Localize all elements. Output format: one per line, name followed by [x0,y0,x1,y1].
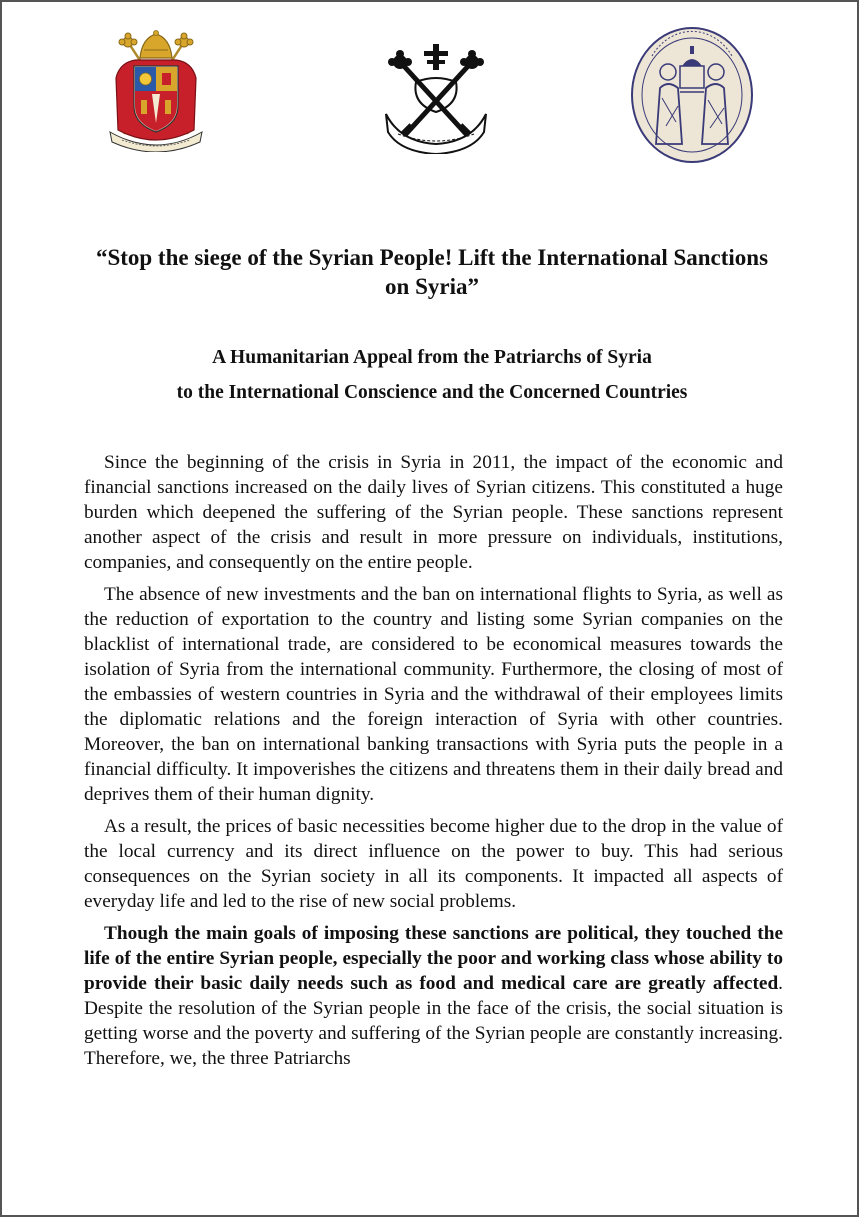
subtitle-line-1: A Humanitarian Appeal from the Patriarchs of Syria [212,347,652,368]
paragraph: As a result, the prices of basic necessities become higher due to the drop in the value of the local currency and its direct influence on the power to buy. This had serious consequences on the Syrian society in all its components. It impacted all aspects of everyday life and led to the rise of new social problems. [84,816,783,912]
bold-emphasis: Though the main goals of imposing these sanctions are political, they touched the life of the entire Syrian people, especially the poor and working class whose ability to provide their basic daily needs such as food and medical care are greatly affected [84,923,783,994]
paragraph: Since the beginning of the crisis in Syria in 2011, the impact of the economic and financial sanctions increased on the daily lives of Syrian citizens. This constituted a huge burden which deepened the suffering of the Syrian people. These sanctions represent another aspect of the crisis and result in more pressure on individuals, institutions, companies, and consequently on the entire people. [84,452,783,573]
document-title: “Stop the siege of the Syrian People! Lift the International Sanctions on Syria” [95,245,769,299]
subtitle-line-2: to the International Conscience and the Concerned Countries [176,382,688,403]
paragraph: The absence of new investments and the ban on international flights to Syria, as well as the reduction of exportation to the country and listing some Syrian companies on the blacklist of international trade, are considered to be economical measures towards the isolation of Syria from the international community. Furthermore, the closing of most of the embassies of western countries in Syria and the withdrawal of their employees limits the diplomatic relations and the foreign interaction of Syria with other countries. Moreover, the ban on international banking transactions with Syria puts the people in a financial difficulty. It impoverishes the citizens and threatens them in their daily bread and deprives them of their human dignity. [84,584,783,805]
crossed-keys-logo [380,42,492,154]
apostles-seal-logo [630,26,754,164]
coat-of-arms-logo [106,28,206,152]
paragraph: Though the main goals of imposing these sanctions are political, they touched the life of the entire Syrian people, especially the poor and working class whose ability to provide their basic daily needs such as food and medical care are greatly affected. Despite the resolution of the Syrian people in the face of the crisis, the social situation is getting worse and the poverty and suffering of the Syrian people are constantly increasing. Therefore, we, the three Patriarchs [84,923,783,1069]
body-text [84,450,783,1078]
